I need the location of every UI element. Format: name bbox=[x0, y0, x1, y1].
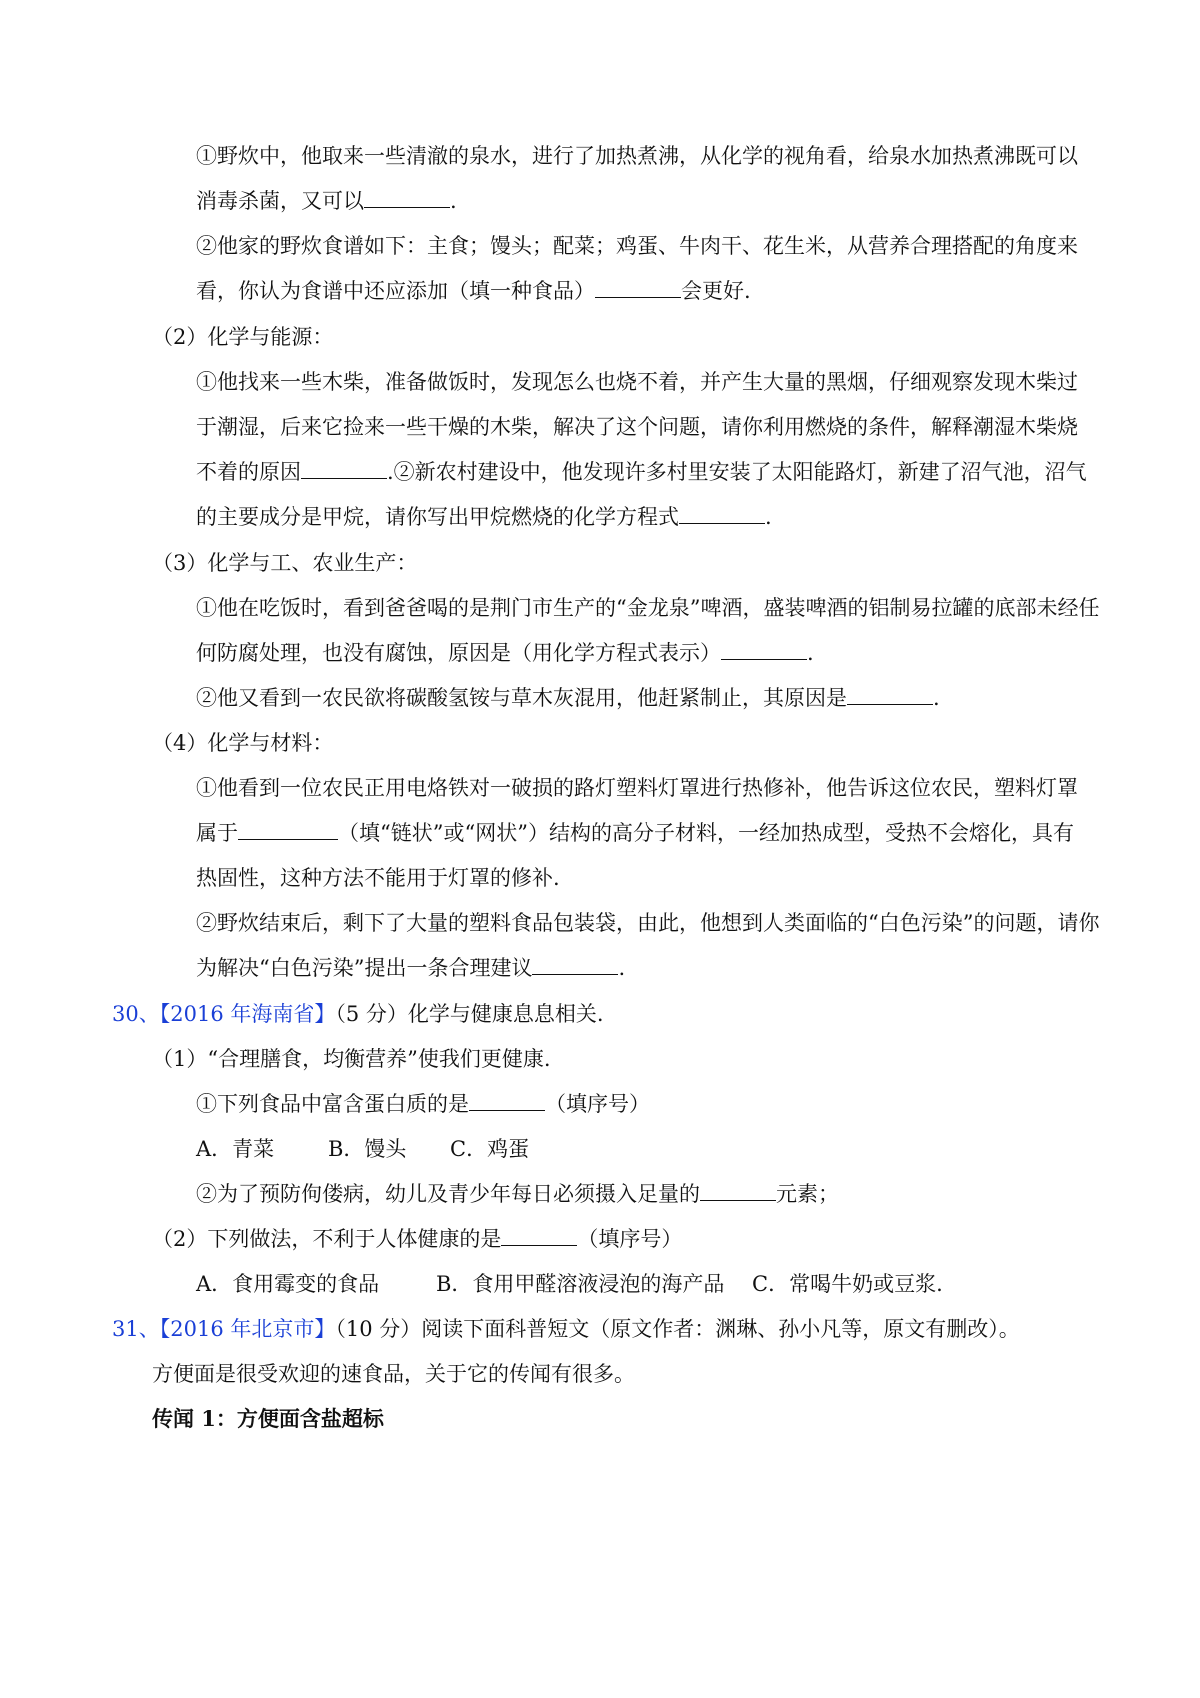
text: 属于 bbox=[196, 821, 238, 845]
question-number: 31、 bbox=[112, 1317, 160, 1341]
option-b: B．馒头 bbox=[328, 1137, 407, 1161]
question-stem: 阅读下面科普短文（原文作者：渊琳、孙小凡等，原文有删改）。 bbox=[421, 1317, 1020, 1341]
q29-s3-2-line bbox=[196, 686, 940, 710]
q29-s1-1-line1: ①野炊中，他取来一些清澈的泉水，进行了加热煮沸，从化学的视角看，给泉水加热煮沸既可以 bbox=[196, 144, 1078, 168]
q31-rumor-1-heading: 传闻 1：方便面含盐超标 bbox=[152, 1406, 384, 1431]
q29-s1-2-line1: ②他家的野炊食谱如下：主食；馒头；配菜；鸡蛋、牛肉干、花生米，从营养合理搭配的角度来 bbox=[196, 234, 1078, 258]
text: . bbox=[450, 189, 457, 213]
q29-s1-2-line2 bbox=[196, 279, 751, 303]
q29-section-2-heading: （2）化学与能源： bbox=[152, 325, 334, 349]
text: （填序号） bbox=[545, 1092, 650, 1116]
option-a: A．食用霉变的食品 bbox=[196, 1272, 380, 1296]
answer-blank bbox=[595, 279, 681, 298]
q29-s2-1-line1: ①他找来一些木柴，准备做饭时，发现怎么也烧不着，并产生大量的黑烟，仔细观察发现木柴过 bbox=[196, 370, 1078, 394]
answer-blank bbox=[679, 505, 765, 524]
q30-s1-1-line bbox=[196, 1092, 650, 1116]
text: 会更好. bbox=[681, 279, 751, 303]
option-a: A．青菜 bbox=[196, 1137, 275, 1161]
q30-s1-options bbox=[196, 1137, 529, 1161]
q29-s4-2-line1: ②野炊结束后，剩下了大量的塑料食品包装袋，由此，他想到人类面临的“白色污染”的问题，请你 bbox=[196, 911, 1100, 935]
answer-blank bbox=[364, 189, 450, 208]
q30-section-2-heading bbox=[152, 1227, 682, 1251]
question-source: 【2016 年北京市】 bbox=[159, 1317, 336, 1341]
q29-s2-1-line3 bbox=[196, 460, 1087, 484]
text: . bbox=[765, 505, 772, 529]
question-source: 【2016 年海南省】 bbox=[159, 1002, 336, 1026]
text: . bbox=[933, 686, 940, 710]
text: （填序号） bbox=[577, 1227, 683, 1251]
q29-s1-1-line2 bbox=[196, 189, 457, 213]
option-c: C．鸡蛋 bbox=[450, 1137, 530, 1161]
text: 为解决“白色污染”提出一条合理建议 bbox=[196, 956, 533, 980]
q29-s4-2-line2 bbox=[196, 956, 625, 980]
text: .②新农村建设中，他发现许多村里安装了太阳能路灯，新建了沼气池，沼气 bbox=[387, 460, 1087, 484]
q29-s2-1-line2: 于潮湿，后来它捡来一些干燥的木柴，解决了这个问题，请你利用燃烧的条件，解释潮湿木柴烧 bbox=[196, 415, 1078, 439]
answer-blank bbox=[847, 686, 933, 705]
q29-section-4-heading: （4）化学与材料： bbox=[152, 731, 334, 755]
option-b: B．食用甲醛溶液浸泡的海产品 bbox=[436, 1272, 725, 1296]
text: 看，你认为食谱中还应添加（填一种食品） bbox=[196, 279, 595, 303]
answer-blank bbox=[501, 1227, 577, 1246]
answer-blank bbox=[700, 1182, 776, 1201]
text: ②为了预防佝偻病，幼儿及青少年每日必须摄入足量的 bbox=[196, 1182, 700, 1206]
text: （填“链状”或“网状”）结构的高分子材料，一经加热成型，受热不会熔化，具有 bbox=[338, 821, 1074, 845]
answer-blank bbox=[301, 460, 387, 479]
q30-stem bbox=[112, 1002, 604, 1026]
answer-blank bbox=[238, 821, 338, 840]
text: 消毒杀菌，又可以 bbox=[196, 189, 364, 213]
q29-s3-1-line1: ①他在吃饭时，看到爸爸喝的是荆门市生产的“金龙泉”啤酒，盛装啤酒的铝制易拉罐的底部未经任 bbox=[196, 596, 1100, 620]
text: 何防腐处理，也没有腐蚀，原因是（用化学方程式表示） bbox=[196, 641, 721, 665]
answer-blank bbox=[469, 1092, 545, 1111]
q30-s1-2-line bbox=[196, 1182, 839, 1206]
q29-s4-1-line3: 热固性，这种方法不能用于灯罩的修补. bbox=[196, 866, 560, 890]
answer-blank bbox=[532, 956, 618, 975]
text: 的主要成分是甲烷，请你写出甲烷燃烧的化学方程式 bbox=[196, 505, 679, 529]
q31-stem bbox=[112, 1317, 1020, 1341]
q30-s2-options bbox=[196, 1272, 943, 1296]
q29-section-3-heading: （3）化学与工、农业生产： bbox=[152, 551, 418, 575]
q29-s3-1-line2 bbox=[196, 641, 814, 665]
text: ①下列食品中富含蛋白质的是 bbox=[196, 1092, 469, 1116]
text: 不着的原因 bbox=[196, 460, 301, 484]
question-number: 30、 bbox=[112, 1002, 160, 1026]
answer-blank bbox=[721, 641, 807, 660]
q29-s2-1-line4 bbox=[196, 505, 772, 529]
text: . bbox=[807, 641, 814, 665]
q29-s4-1-line1: ①他看到一位农民正用电烙铁对一破损的路灯塑料灯罩进行热修补，他告诉这位农民，塑料灯罩 bbox=[196, 776, 1078, 800]
q31-intro: 方便面是很受欢迎的速食品，关于它的传闻有很多。 bbox=[152, 1362, 635, 1386]
question-score: （10 分） bbox=[335, 1317, 422, 1341]
option-c: C．常喝牛奶或豆浆. bbox=[752, 1272, 943, 1296]
text: ②他又看到一农民欲将碳酸氢铵与草木灰混用，他赶紧制止，其原因是 bbox=[196, 686, 847, 710]
question-score: （5 分） bbox=[335, 1002, 408, 1026]
text: 元素； bbox=[776, 1182, 839, 1206]
q30-section-1-heading: （1）“合理膳食，均衡营养”使我们更健康. bbox=[152, 1047, 551, 1071]
text: （2）下列做法，不利于人体健康的是 bbox=[152, 1227, 502, 1251]
question-stem: 化学与健康息息相关. bbox=[407, 1002, 604, 1026]
text: . bbox=[618, 956, 626, 980]
q29-s4-1-line2 bbox=[196, 821, 1074, 845]
